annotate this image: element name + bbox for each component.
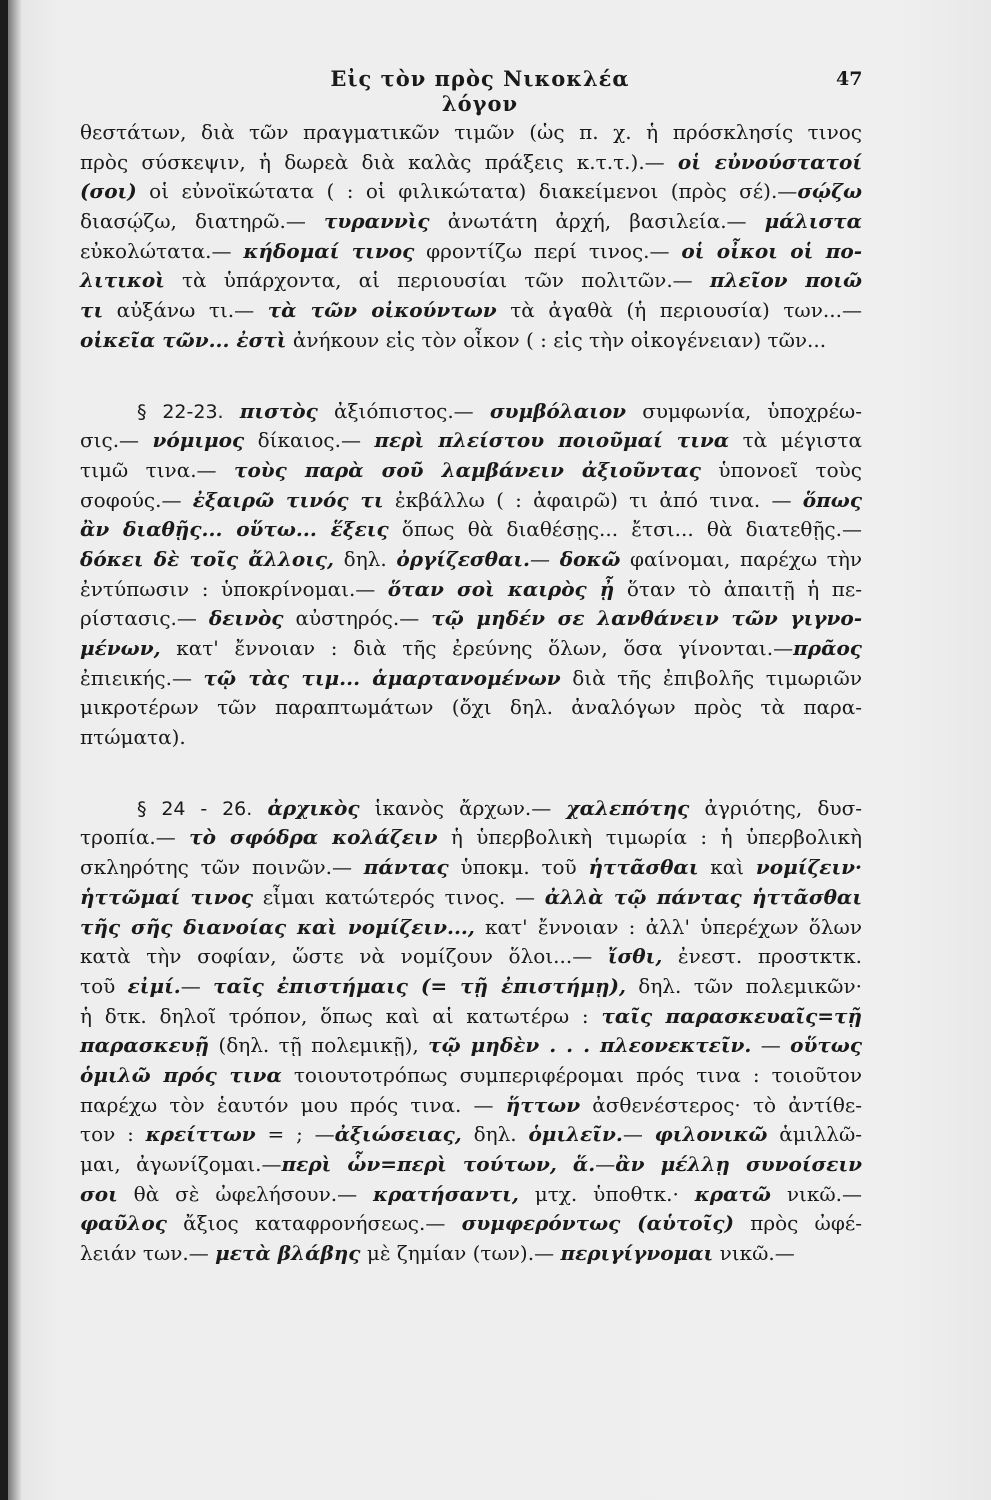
gloss-text: — (622, 1122, 655, 1147)
gloss-text: σοφούς.— (80, 487, 193, 512)
lemma-keyword: περὶ ὧν=περὶ τούτων, ἅ. (281, 1152, 596, 1176)
gloss-text: οἱ εὐνοϊκώτατα ( : οἱ φιλικώτατα) διακείμενοι (πρὸς σέ).— (136, 179, 798, 204)
text-line (80, 883, 862, 913)
lemma-keyword: ἡττᾶσθαι (588, 855, 699, 880)
gloss-text: δίκαιος.— (244, 428, 375, 453)
lemma-keyword: οἱ εὐνούστατοί (677, 149, 862, 174)
text-line (80, 515, 862, 545)
text-line (80, 1091, 862, 1121)
lemma-keyword: δόκει δὲ τοῖς ἄλλοις, (80, 546, 335, 571)
page-spine-shadow (0, 0, 8, 1500)
lemma-keyword: συμφερόντως (αὑτοῖς) (461, 1211, 734, 1236)
lemma-keyword: (σοι) (80, 179, 137, 204)
gloss-text: θεστάτων, διὰ τῶν πραγματικῶν τιμῶν (ὡς π. χ. ἡ πρόσκλησίς τινος (80, 120, 862, 144)
text-line (80, 237, 862, 267)
lemma-keyword: τῆς σῆς διανοίας καὶ νομίζειν..., (80, 914, 475, 939)
lemma-keyword: ἀλλὰ τῷ πάντας ἡττᾶσθαι (544, 884, 862, 909)
lemma-keyword: πλεῖον ποιῶ (709, 268, 862, 293)
gloss-text: τὰ ἀγαθὰ (ἡ περιουσία) των...— (496, 298, 862, 323)
gloss-text: μαι, ἀγωνίζομαι.— (80, 1152, 282, 1176)
lemma-keyword: φιλονικῶ (654, 1122, 768, 1147)
text-line (80, 575, 862, 605)
text-line (80, 913, 862, 943)
lemma-keyword: τὸ σφόδρα κολάζειν (189, 825, 438, 850)
gloss-text: ὅπως θὰ διαθέσῃς... ἔτσι... θὰ διατεθῇς.— (388, 517, 862, 542)
lemma-keyword: πιστὸς (239, 398, 318, 423)
lemma-keyword: πάντας (363, 855, 449, 880)
gloss-text: τοιουτοτρόπως συμπεριφέρομαι πρός τινα : τοιοῦτον (281, 1062, 862, 1087)
lemma-keyword: ὅπως (802, 487, 862, 512)
lemma-keyword: μάλιστα (764, 209, 862, 234)
gloss-text: τροπία.— (80, 825, 190, 850)
lemma-keyword: σῴζω (797, 179, 862, 204)
gloss-text: τον : (80, 1122, 146, 1147)
gloss-text: σις.— (80, 428, 153, 453)
section-label: § 24 - 26. (137, 797, 253, 820)
text-line (80, 794, 862, 824)
gloss-text: ἁμιλλῶ- (767, 1122, 863, 1147)
gloss-text: συμφωνία, ὑποχρέω- (626, 398, 862, 423)
gloss-text: λειάν των.— (80, 1241, 216, 1266)
lemma-keyword: εἰμί. (127, 973, 181, 998)
text-line (80, 1150, 862, 1180)
text-line (80, 823, 862, 853)
gloss-text: ἐκβάλλω ( : ἀφαιρῶ) τι ἀπό τινα. — (383, 487, 803, 512)
lemma-keyword: ὀργίζεσθαι. (396, 546, 531, 571)
commentary-body (80, 118, 862, 1269)
lemma-keyword: νομίζειν· (755, 855, 862, 880)
gloss-text: ὑπονοεῖ τοὺς (700, 457, 862, 482)
gloss-text: ὑποκμ. τοῦ (448, 855, 589, 880)
text-line (80, 296, 862, 326)
lemma-keyword: τῷ μηδέν σε λανθάνειν τῶν γιγνο- (431, 606, 862, 631)
lemma-keyword: τοὺς παρὰ σοῦ λαμβάνειν ἀξιοῦντας (233, 457, 701, 482)
paragraph-gap (80, 753, 862, 794)
text-line (80, 693, 862, 723)
lemma-keyword: ὁμιλεῖν. (528, 1122, 623, 1147)
text-line (80, 1061, 862, 1091)
text-line (80, 456, 862, 486)
gloss-text: αὐστηρός.— (283, 606, 432, 631)
text-line (80, 207, 862, 237)
gloss-text: πτώματα). (80, 725, 186, 750)
lemma-keyword: κρατῶ (694, 1181, 771, 1206)
gloss-text: ἱκανὸς ἄρχων.— (359, 795, 567, 820)
gloss-text: ἀγριότης, δυσ- (689, 795, 863, 820)
lemma-keyword: μετὰ βλάβης (215, 1241, 361, 1266)
text-line (80, 1120, 862, 1150)
lemma-keyword: δοκῶ (559, 546, 621, 571)
lemma-keyword: οἱ οἶκοι οἱ πο- (681, 238, 862, 263)
gloss-text: πρὸς ὠφέ- (733, 1211, 862, 1236)
gloss-text: θὰ σὲ ὠφελήσουν.— (117, 1181, 374, 1206)
text-line (80, 1002, 862, 1032)
gloss-text: ἐπιεικής.— (80, 665, 204, 690)
text-line (80, 972, 862, 1002)
lemma-keyword: κρείττων (145, 1122, 256, 1147)
gloss-text: ὅταν τὸ ἀπαιτῇ ἡ πε- (614, 576, 863, 601)
running-title: Εἰς τὸν πρὸς Νικοκλέα λόγον (330, 66, 630, 116)
gloss-text: — (180, 973, 214, 998)
page-header (0, 66, 991, 116)
gloss-text: ἡ ὑπερβολικὴ τιμωρία : ἡ ὑπερβολικὴ (437, 825, 862, 850)
gloss-text: τιμῶ τινα.— (80, 457, 234, 482)
gloss-text: ἐνεστ. προστκτκ. (662, 944, 862, 969)
gloss-text: φαίνομαι, παρέχω τὴν (620, 546, 863, 571)
gloss-text: ἀνωτάτη ἀρχή, βασιλεία.— (429, 209, 765, 234)
text-line (80, 1031, 862, 1061)
lemma-keyword: παρασκευῇ (80, 1033, 210, 1058)
gloss-text: — (751, 1033, 791, 1058)
text-line (80, 604, 862, 634)
lemma-keyword: οὕτως (790, 1033, 863, 1058)
lemma-keyword: λιτικοὶ (80, 268, 165, 293)
gloss-text: νικῶ.— (713, 1241, 795, 1266)
lemma-keyword: ἀρχικὸς (267, 795, 360, 820)
gloss-text: νικῶ.— (770, 1181, 862, 1206)
lemma-keyword: περιγίγνομαι (560, 1241, 714, 1266)
lemma-keyword: οἰκεῖα τῶν... ἐστὶ (80, 327, 287, 352)
lemma-keyword: ἐξαιρῶ τινός τι (192, 487, 384, 512)
text-line (80, 426, 862, 456)
gloss-text: διασῴζω, διατηρῶ.— (80, 209, 324, 234)
gloss-text: ἡ δτκ. δηλοῖ τρόπον, ὅπως καὶ αἱ κατωτέρω : (80, 1003, 602, 1028)
lemma-keyword: νόμιμος (152, 428, 245, 453)
text-line (80, 723, 862, 753)
gloss-text: πρὸς σύσκεψιν, ἡ δωρεὰ διὰ καλὰς πράξεις κ.τ.τ.).— (80, 149, 678, 174)
text-line (80, 1239, 862, 1269)
lemma-keyword: τῷ μηδὲν . . . πλεονεκτεῖν. (428, 1033, 752, 1058)
gloss-text: (δηλ. τῇ πολεμικῇ), (209, 1033, 429, 1058)
lemma-keyword: τι (80, 298, 104, 323)
text-line (80, 397, 862, 427)
text-line (80, 266, 862, 296)
gloss-text: φροντίζω περί τινος.— (414, 238, 682, 263)
text-line (80, 486, 862, 516)
lemma-keyword: κήδομαί τινος (243, 238, 415, 263)
text-line (80, 177, 862, 207)
text-line (80, 1209, 862, 1239)
paragraph-gap (80, 356, 862, 397)
gloss-text: παρέχω τὸν ἑαυτόν μου πρός τινα. — (80, 1092, 506, 1117)
text-line (80, 148, 862, 178)
lemma-keyword: δεινὸς (208, 606, 284, 631)
lemma-keyword: χαλεπότης (566, 795, 690, 820)
gloss-text: εἶμαι κατώτερός τινος. — (253, 884, 545, 909)
gloss-text: κατ' ἔννοιαν : ἀλλ' ὑπερέχων ὅλων (474, 914, 862, 939)
text-line (80, 545, 862, 575)
text-line (80, 1180, 862, 1210)
gloss-text: μικροτέρων τῶν παραπτωμάτων (ὄχι δηλ. ἀναλόγων πρὸς τὰ παρα- (80, 695, 862, 720)
gloss-text: σκληρότης τῶν ποινῶν.— (80, 855, 364, 880)
gloss-text: τὰ μέγιστα (729, 428, 862, 453)
lemma-keyword: ὁμιλῶ πρός τινα (80, 1062, 282, 1087)
lemma-keyword: πρᾶος (793, 636, 862, 660)
gloss-text: ἀσθενέστερος· τὸ ἀντίθε- (580, 1092, 862, 1117)
lemma-keyword: ἂν μέλλῃ συνοίσειν (615, 1152, 862, 1176)
lemma-keyword: μένων, (80, 636, 161, 660)
lemma-keyword: ταῖς ἐπιστήμαις (= τῇ ἐπιστήμῃ), (213, 973, 626, 998)
text-line (80, 942, 862, 972)
lemma-keyword: ταῖς παρασκευαῖς=τῇ (601, 1003, 862, 1028)
gloss-text: = ; — (255, 1122, 335, 1147)
gloss-text: καὶ (698, 855, 756, 880)
gloss-text: κατ' ἔννοιαν : διὰ τῆς ἐρεύνης ὅλων, ὅσα γίνονται.— (160, 636, 794, 660)
gloss-text: ἐντύπωσιν : ὑποκρίνομαι.— (80, 576, 388, 601)
gloss-text: ἀξιόπιστος.— (317, 398, 490, 423)
text-line (80, 664, 862, 694)
lemma-keyword: συμβόλαιον (489, 398, 627, 423)
lemma-keyword: τῷ τὰς τιμ... ἁμαρτανομένων (203, 665, 561, 690)
lemma-keyword: σοι (80, 1181, 118, 1206)
lemma-keyword: φαῦλος (80, 1211, 167, 1236)
gloss-text: — (595, 1152, 616, 1176)
gloss-text: τοῦ (80, 973, 128, 998)
lemma-keyword: ἥττων (505, 1092, 581, 1117)
text-line (80, 634, 862, 664)
page-number: 47 (836, 68, 863, 90)
gloss-text: μὲ ζημίαν (των).— (360, 1241, 561, 1266)
gloss-text: δηλ. τῶν πολεμικῶν· (625, 973, 862, 998)
text-line (80, 326, 862, 356)
gloss-text: τὰ ὑπάρχοντα, αἱ περιουσίαι τῶν πολιτῶν.— (164, 268, 710, 293)
gloss-text: αὐξάνω τι.— (103, 298, 268, 323)
lemma-keyword: τὰ τῶν οἰκούντων (267, 298, 497, 323)
lemma-keyword: περὶ πλείστου ποιοῦμαί τινα (374, 428, 730, 453)
gloss-text: κατὰ τὴν σοφίαν, ὥστε νὰ νομίζουν ὅλοι...— (80, 944, 608, 969)
gloss-text: εὐκολώτατα.— (80, 238, 244, 263)
lemma-keyword: ἡττῶμαί τινος (80, 884, 254, 909)
text-line (80, 853, 862, 883)
lemma-keyword: κρατήσαντι, (373, 1181, 519, 1206)
gloss-text: δηλ. (461, 1122, 529, 1147)
gloss-text: δηλ. (334, 546, 397, 571)
lemma-keyword: ἂν διαθῇς... οὕτω... ἕξεις (80, 517, 389, 542)
gloss-text: ἀνήκουν εἰς τὸν οἶκον ( : εἰς τὴν οἰκογένειαν) τῶν... (286, 327, 827, 352)
gloss-text: — (530, 546, 560, 571)
lemma-keyword: ἴσθι, (607, 944, 663, 969)
lemma-keyword: ὅταν σοὶ καιρὸς ᾖ (387, 576, 615, 601)
lemma-keyword: τυραννὶς (323, 209, 430, 234)
gloss-text: διὰ τῆς ἐπιβολῆς τιμωριῶν (560, 665, 862, 690)
gloss-text: ρίστασις.— (80, 606, 209, 631)
gloss-text: ἄξιος καταφρονήσεως.— (166, 1211, 462, 1236)
section-label: § 22-23. (137, 400, 224, 423)
text-line (80, 118, 862, 148)
lemma-keyword: ἀξιώσειας, (334, 1122, 462, 1147)
gloss-text: μτχ. ὑποθτκ.· (518, 1181, 695, 1206)
